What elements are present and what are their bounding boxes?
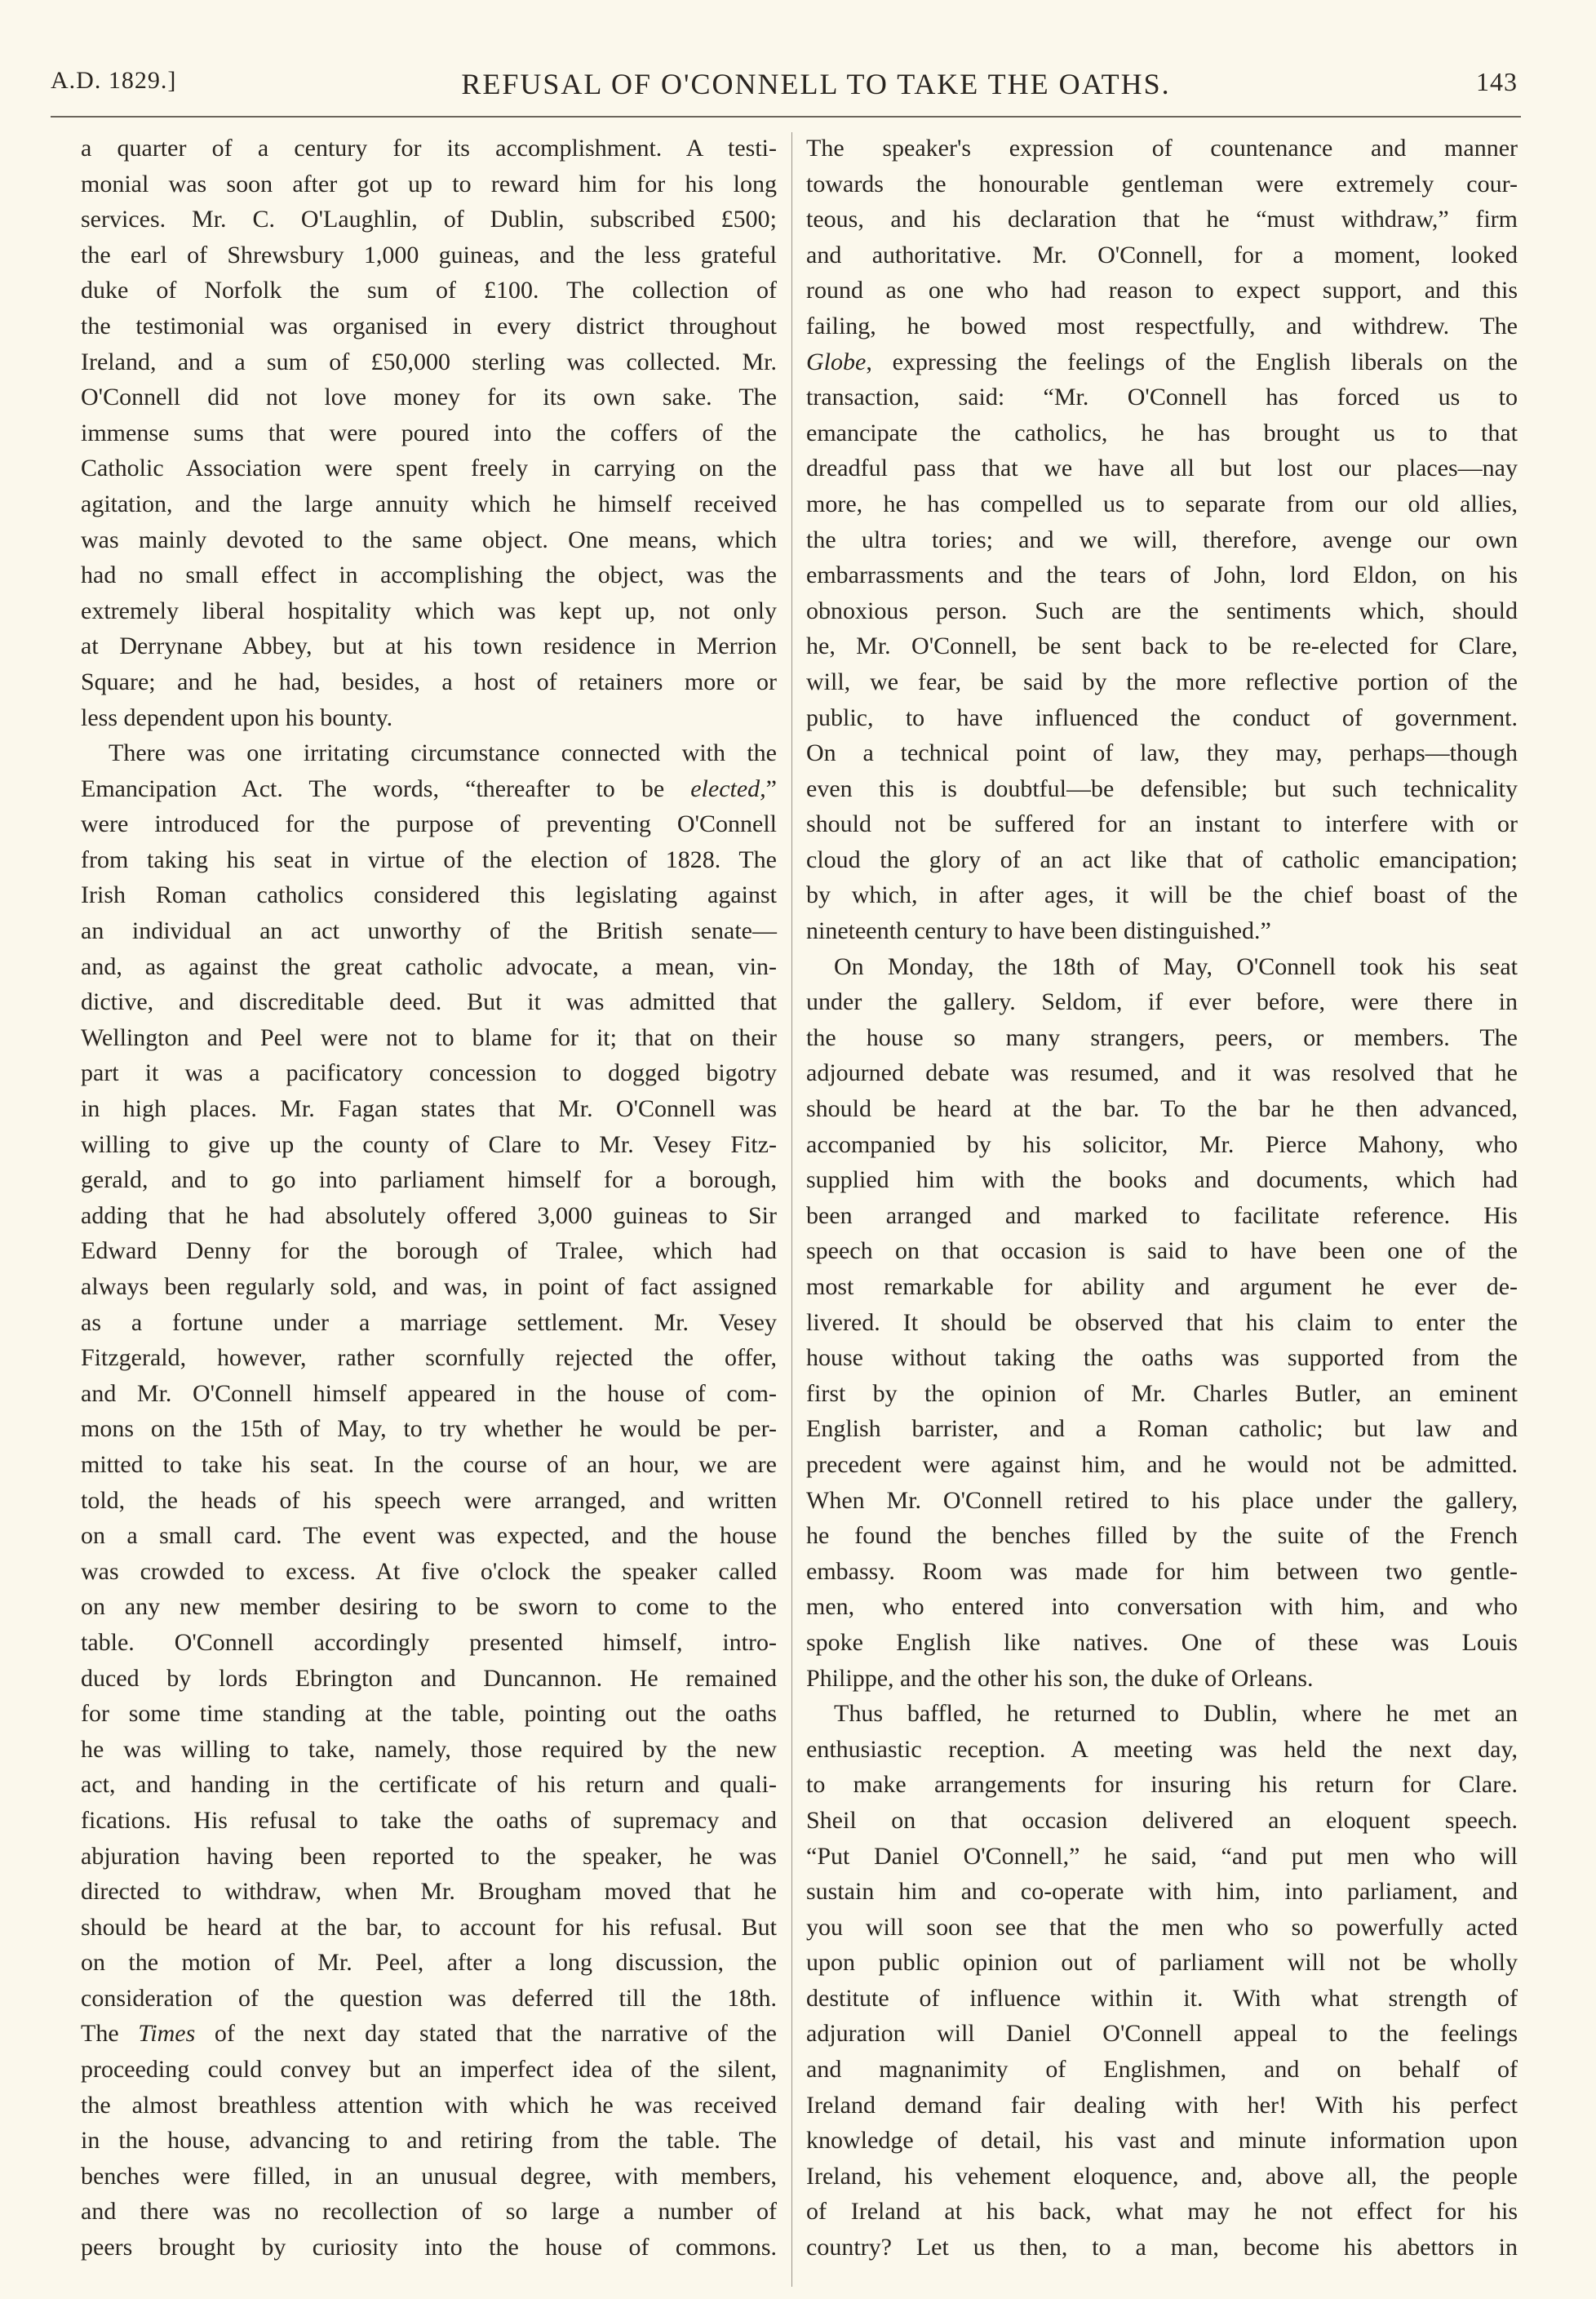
text-line: embarrassments and the tears of John, lord Eldon, on his [806,561,1518,589]
text-line: immense sums that were poured into the coffers of the [81,419,777,446]
text-line: he found the benches filled by the suite of the French [806,1522,1518,1550]
text-line: as a fortune under a marriage settlement. Mr. Vesey [81,1308,777,1336]
text-line: by which, in after ages, it will be the chief boast of the [806,881,1518,909]
text-line: house without taking the oaths was supported from the [806,1344,1518,1372]
text-line: should be heard at the bar. To the bar he then advanced, [806,1095,1518,1123]
text-line: the testimonial was organised in every district throughout [81,312,777,340]
text-line: Ireland, and a sum of £50,000 sterling was collected. Mr. [81,348,777,375]
italic-text: elected, [690,774,766,802]
text-line: the ultra tories; and we will, therefore, avenge our own [806,526,1518,553]
text-segment: , expressing the feelings of the English liberals on the [866,348,1518,375]
text-line: dreadful pass that we have all but lost our places—nay [806,455,1518,482]
text-line: been arranged and marked to facilitate reference. His [806,1201,1518,1229]
header-rule [51,116,1521,118]
text-line: enthusiastic reception. A meeting was held the next day, [806,1735,1518,1763]
text-line: On Monday, the 18th of May, O'Connell took his seat [834,952,1518,980]
text-line: Edward Denny for the borough of Tralee, which had [81,1237,777,1265]
text-line: livered. It should be observed that his claim to enter the [806,1308,1518,1336]
text-line: extremely liberal hospitality which was kept up, not only [81,597,777,624]
text-line: services. Mr. C. O'Laughlin, of Dublin, subscribed £500; [81,206,777,233]
text-segment: Emancipation Act. The words, “thereafter to be [81,774,691,802]
text-line: emancipate the catholics, he has brought us to that [806,419,1518,446]
text-line: When Mr. O'Connell retired to his place under the gallery, [806,1486,1518,1514]
text-line: a quarter of a century for its accomplishment. A testi- [81,135,777,162]
text-line: he, Mr. O'Connell, be sent back to be re-elected for Clare, [806,632,1518,660]
text-line: to make arrangements for insuring his return for Clare. [806,1771,1518,1799]
text-line: sustain him and co-operate with him, into parliament, and [806,1878,1518,1906]
right-column [806,131,1518,2266]
text-line: failing, he bowed most respectfully, and withdrew. The [806,312,1518,340]
text-segment: ” [765,774,777,802]
text-line: teous, and his declaration that he “must withdraw,” firm [806,206,1518,233]
text-line: Philippe, and the other his son, the duke of Orleans. [806,1664,1314,1692]
text-line: directed to withdraw, when Mr. Brougham moved that he [81,1878,777,1906]
column-divider [791,132,792,2287]
text-line: the earl of Shrewsbury 1,000 guineas, and the less grateful [81,241,777,269]
text-line: on a small card. The event was expected, and the house [81,1522,777,1550]
text-line: Ireland, his vehement eloquence, and, above all, the people [806,2162,1518,2190]
text-line: and Mr. O'Connell himself appeared in the house of com- [81,1379,777,1407]
text-line: English barrister, and a Roman catholic; but law and [806,1415,1518,1443]
text-line: accompanied by his solicitor, Mr. Pierce Mahony, who [806,1130,1518,1158]
text-line: Wellington and Peel were not to blame for it; that on their [81,1023,777,1051]
text-line: round as one who had reason to expect support, and this [806,277,1518,304]
text-line: dictive, and discreditable deed. But it was admitted that [81,988,777,1016]
text-line: O'Connell did not love money for its own sake. The [81,384,777,411]
text-line: mons on the 15th of May, to try whether he would be per- [81,1415,777,1443]
text-segment: The [81,2020,139,2048]
text-line: nineteenth century to have been distinguished.” [806,917,1271,945]
italic-text: Times [138,2020,196,2048]
text-line: “Put Daniel O'Connell,” he said, “and put men who will [806,1842,1518,1870]
text-line: even this is doubtful—be defensible; but such technicality [806,774,1518,802]
text-line: duke of Norfolk the sum of £100. The collection of [81,277,777,304]
text-line: the house so many strangers, peers, or members. The [806,1023,1518,1051]
text-line: and authoritative. Mr. O'Connell, for a moment, looked [806,241,1518,269]
text-line: obnoxious person. Such are the sentiments which, should [806,597,1518,624]
page-number: 143 [1476,67,1518,96]
text-line: agitation, and the large annuity which he himself received [81,490,777,517]
text-line: consideration of the question was deferred till the 18th. [81,1984,777,2012]
text-line: were introduced for the purpose of preventing O'Connell [81,810,777,838]
text-line: gerald, and to go into parliament himself for a borough, [81,1166,777,1194]
text-line [81,2016,777,2052]
text-line: told, the heads of his speech were arranged, and written [81,1486,777,1514]
text-line: destitute of influence within it. With what strength of [806,1984,1518,2012]
text-line: towards the honourable gentleman were extremely cour- [806,170,1518,198]
text-line: most remarkable for ability and argument he ever de- [806,1273,1518,1300]
text-line: speech on that occasion is said to have been one of the [806,1237,1518,1265]
text-line: on any new member desiring to be sworn to come to the [81,1593,777,1621]
left-column [81,131,777,2266]
text-line: adjourned debate was resumed, and it was resolved that he [806,1059,1518,1087]
text-line: was mainly devoted to the same object. One means, which [81,526,777,553]
text-line: duced by lords Ebrington and Duncannon. He remained [81,1664,777,1692]
text-line: on the motion of Mr. Peel, after a long discussion, the [81,1949,777,1977]
text-line: supplied him with the books and documents, which had [806,1166,1518,1194]
text-line: for some time standing at the table, pointing out the oaths [81,1700,777,1728]
text-line: mitted to take his seat. In the course of an hour, we are [81,1450,777,1478]
text-line: should not be suffered for an instant to interfere with or [806,810,1518,838]
text-line: part it was a pacificatory concession to dogged bigotry [81,1059,777,1087]
text-line: upon public opinion out of parliament will not be wholly [806,1949,1518,1977]
text-line: fications. His refusal to take the oaths of supremacy and [81,1806,777,1834]
text-line: from taking his seat in virtue of the election of 1828. The [81,845,777,873]
text-line: more, he has compelled us to separate from our old allies, [806,490,1518,517]
text-line: Fitzgerald, however, rather scornfully rejected the offer, [81,1344,777,1372]
text-line: in the house, advancing to and retiring from the table. The [81,2127,777,2155]
text-line: Irish Roman catholics considered this legislating against [81,881,777,909]
text-line: he was willing to take, namely, those required by the new [81,1735,777,1763]
text-line: public, to have influenced the conduct of government. [806,703,1518,731]
text-line: Sheil on that occasion delivered an eloquent speech. [806,1806,1518,1834]
text-line: and magnanimity of Englishmen, and on behalf of [806,2056,1518,2084]
text-line: you will soon see that the men who so powerfully acted [806,1913,1518,1941]
text-line: will, we fear, be said by the more reflective portion of the [806,668,1518,695]
text-line: always been regularly sold, and was, in point of fact assigned [81,1273,777,1300]
text-line: peers brought by curiosity into the house of commons. [81,2234,777,2261]
italic-text: Globe [806,348,867,375]
text-line: act, and handing in the certificate of his return and quali- [81,1771,777,1799]
text-line: The speaker's expression of countenance and manner [806,135,1518,162]
text-line: embassy. Room was made for him between two gentle- [806,1557,1518,1585]
text-segment: of the next day stated that the narrative of the [195,2020,777,2048]
text-line: an individual an act unworthy of the British senate— [81,917,777,945]
text-line: adding that he had absolutely offered 3,000 guineas to Sir [81,1201,777,1229]
text-line: spoke English like natives. One of these was Louis [806,1628,1518,1656]
text-line: table. O'Connell accordingly presented himself, intro- [81,1628,777,1656]
text-line: Ireland demand fair dealing with her! With his perfect [806,2091,1518,2119]
text-line: the almost breathless attention with which he was received [81,2091,777,2119]
text-line: and, as against the great catholic advocate, a mean, vin- [81,952,777,980]
text-line: On a technical point of law, they may, perhaps—though [806,739,1518,767]
text-line: monial was soon after got up to reward him for his long [81,170,777,198]
text-line: knowledge of detail, his vast and minute information upon [806,2127,1518,2155]
text-line: was crowded to excess. At five o'clock the speaker called [81,1557,777,1585]
text-line: precedent were against him, and he would not be admitted. [806,1450,1518,1478]
text-line: adjuration will Daniel O'Connell appeal to the feelings [806,2020,1518,2048]
text-line: Thus baffled, he returned to Dublin, where he met an [834,1700,1518,1728]
text-line: men, who entered into conversation with him, and who [806,1593,1518,1621]
text-line: Square; and he had, besides, a host of retainers more or [81,668,777,695]
text-line: Catholic Association were spent freely in carrying on the [81,455,777,482]
text-line: should be heard at the bar, to account for his refusal. But [81,1913,777,1941]
text-line: There was one irritating circumstance connected with the [109,739,777,767]
text-line: transaction, said: “Mr. O'Connell has forced us to [806,384,1518,411]
running-head-title: REFUSAL OF O'CONNELL TO TAKE THE OATHS. [461,68,1171,100]
text-line: abjuration having been reported to the speaker, he was [81,1842,777,1870]
text-line: under the gallery. Seldom, if ever before, were there in [806,988,1518,1016]
text-line: cloud the glory of an act like that of catholic emancipation; [806,845,1518,873]
text-line: had no small effect in accomplishing the object, was the [81,561,777,589]
text-line: of Ireland at his back, what may he not effect for his [806,2198,1518,2226]
running-head-date: A.D. 1829.] [51,67,177,94]
text-line [81,771,777,807]
text-line: proceeding could convey but an imperfect idea of the silent, [81,2056,777,2084]
text-line: first by the opinion of Mr. Charles Butler, an eminent [806,1379,1518,1407]
text-line: less dependent upon his bounty. [81,703,393,731]
text-line: at Derrynane Abbey, but at his town residence in Merrion [81,632,777,660]
text-line: willing to give up the county of Clare to Mr. Vesey Fitz- [81,1130,777,1158]
text-line: country? Let us then, to a man, become his abettors in [806,2234,1518,2261]
text-line [806,344,1518,380]
text-line: in high places. Mr. Fagan states that Mr. O'Connell was [81,1095,777,1123]
text-line: and there was no recollection of so large a number of [81,2198,777,2226]
text-line: benches were filled, in an unusual degree, with members, [81,2162,777,2190]
